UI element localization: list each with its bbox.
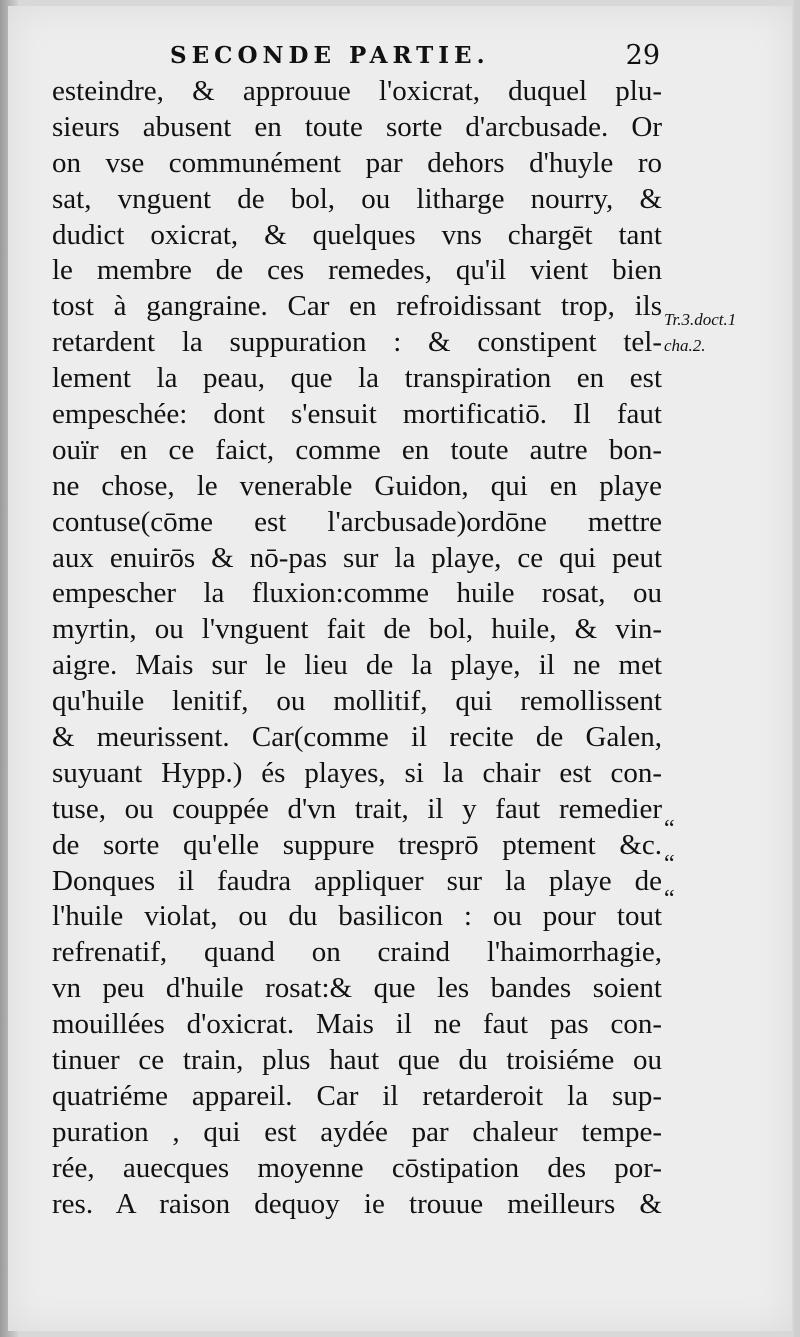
text-line: contuse(cōme est l'arcbusade)ordōne mettre [52, 505, 662, 538]
text-line: rée, auecques moyenne cōstipation des por- [52, 1151, 662, 1184]
text-line: tost à gangraine. Car en refroidissant trop, ils [52, 290, 662, 323]
text-line: l'huile violat, ou du basilicon : ou pour tout [52, 900, 662, 933]
page-number: 29 [625, 40, 660, 71]
text-line: res. A raison dequoy ie trouue meilleurs & [52, 1187, 662, 1220]
text-line: retardent la suppuration : & constipent tel- [52, 326, 662, 359]
text-line: tuse, ou couppée d'vn trait, il y faut remedier [52, 792, 662, 825]
text-line: puration , qui est aydée par chaleur tempe- [52, 1115, 662, 1148]
quote-mark: “ [664, 886, 675, 912]
text-line: esteindre, & approuue l'oxicrat, duquel plu- [52, 75, 662, 107]
text-line: tinuer ce train, plus haut que du troisiéme ou [52, 1044, 662, 1077]
text-line: qu'huile lenitif, ou mollitif, qui remollissent [52, 685, 662, 718]
body-text [52, 74, 662, 1223]
text-line: aigre. Mais sur le lieu de la playe, il ne met [52, 649, 662, 682]
quote-mark: “ [664, 816, 675, 842]
text-line: empescher la fluxion:comme huile rosat, ou [52, 577, 662, 610]
text-line: Donques il faudra appliquer sur la playe de [52, 864, 662, 897]
text-line: myrtin, ou l'vnguent fait de bol, huile, & vin- [52, 613, 662, 646]
text-line: dudict oxicrat, & quelques vns chargēt tant [52, 218, 662, 251]
quote-mark: “ [664, 851, 675, 877]
text-line: sieurs abusent en toute sorte d'arcbusade. Or [52, 110, 662, 143]
margin-note-chapter: cha.2. [664, 336, 706, 355]
text-line: suyuant Hypp.) és playes, si la chair est con- [52, 756, 662, 789]
text-line: empeschée: dont s'ensuit mortificatiō. Il faut [52, 398, 662, 431]
text-line: mouillées d'oxicrat. Mais il ne faut pas con- [52, 1008, 662, 1041]
text-line: quatriéme appareil. Car il retarderoit la sup- [52, 1079, 662, 1112]
page-edge [794, 0, 800, 1337]
text-line: refrenatif, quand on craind l'haimorrhagie, [52, 936, 662, 969]
text-line: & meurissent. Car(comme il recite de Galen, [52, 721, 662, 754]
text-line: vn peu d'huile rosat:& que les bandes soient [52, 972, 662, 1005]
text-line: lement la peau, que la transpiration en est [52, 362, 662, 395]
text-line: aux enuirōs & nō-pas sur la playe, ce qui peut [52, 541, 662, 574]
text-line: ouïr en ce faict, comme en toute autre bon- [52, 433, 662, 466]
margin-note-reference: Tr.3.doct.1 [664, 310, 737, 329]
text-line: le membre de ces remedes, qu'il vient bien [52, 254, 662, 287]
text-line: sat, vnguent de bol, ou litharge nourry, & [52, 182, 662, 215]
text-line: ne chose, le venerable Guidon, qui en playe [52, 469, 662, 502]
text-line: on vse communément par dehors d'huyle ro [52, 146, 662, 179]
running-head: SECONDE PARTIE. [170, 42, 490, 69]
text-line: de sorte qu'elle suppure tresprō ptement &c. [52, 828, 662, 861]
